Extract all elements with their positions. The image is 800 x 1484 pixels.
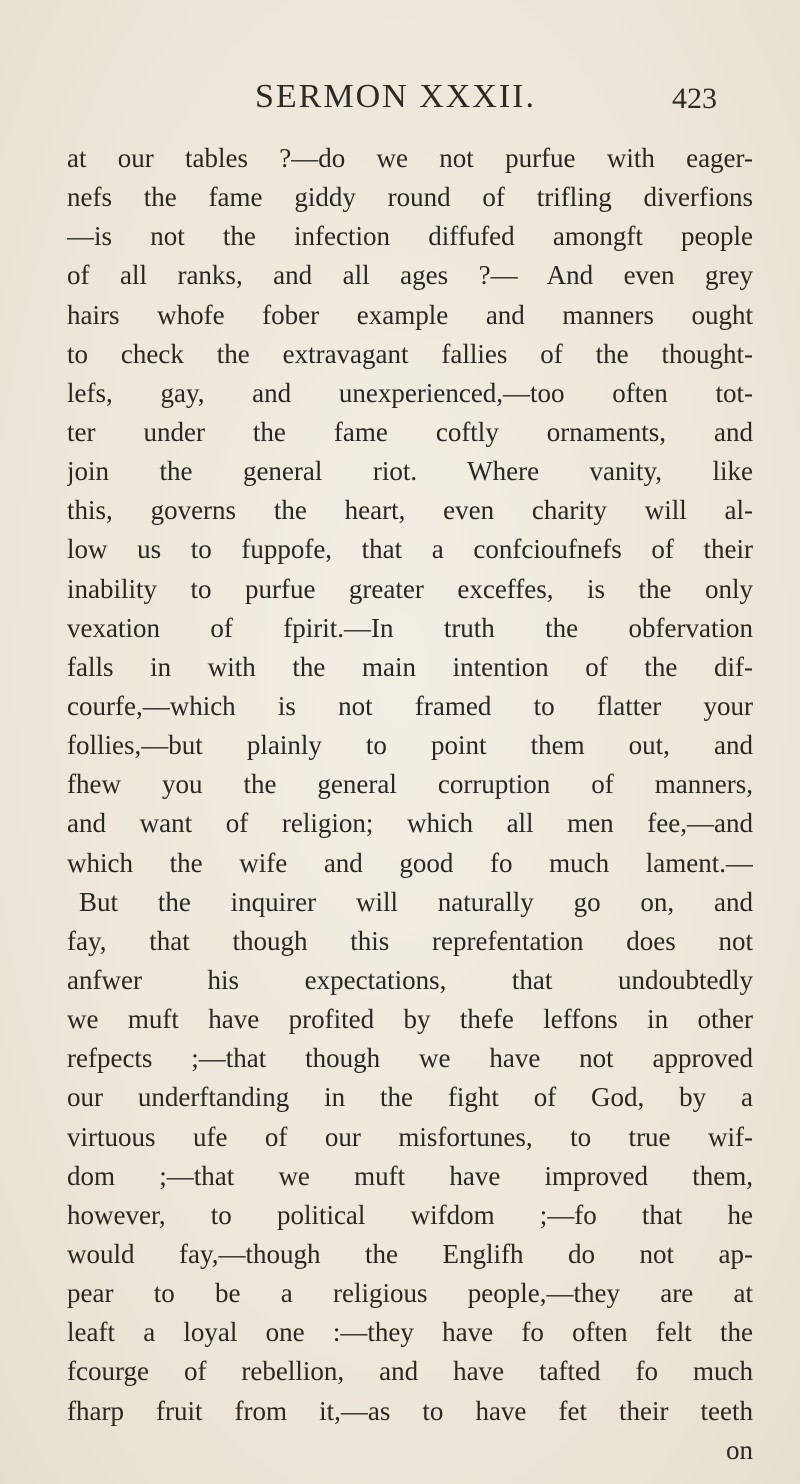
text-line: our underftanding in the fight of God, by a [67, 1082, 753, 1113]
text-line-paragraph-start: But the inquirer will naturally go on, and [79, 886, 753, 917]
text-line: inability to purfue greater exceffes, is the only [67, 573, 753, 604]
text-line: would fay,—though the Englifh do not ap- [67, 1238, 753, 1269]
text-line: fcourge of rebellion, and have tafted fo much [67, 1356, 753, 1387]
text-line: —is not the infection diffufed amongft people [67, 221, 753, 252]
text-line: low us to fuppofe, that a confcioufnefs of their [67, 534, 753, 565]
text-line: join the general riot. Where vanity, like [67, 456, 753, 487]
text-line: courfe,—which is not framed to flatter your [67, 690, 753, 721]
text-line: of all ranks, and all ages ?— And even grey [67, 260, 753, 291]
text-line: to check the extravagant fallies of the thought- [67, 338, 753, 369]
text-line: at our tables ?—do we not purfue with eager- [67, 143, 753, 173]
running-title: SERMON XXXII. [255, 78, 536, 115]
text-line: lefs, gay, and unexperienced,—too often tot- [67, 377, 753, 408]
running-head [0, 78, 800, 126]
text-line: pear to be a religious people,—they are at [67, 1278, 753, 1309]
text-line: anfwer his expectations, that undoubtedly [67, 964, 753, 995]
text-line: falls in with the main intention of the dif- [67, 651, 753, 682]
text-line: this, governs the heart, even charity will al- [67, 495, 753, 526]
text-line: nefs the fame giddy round of trifling diverfions [67, 182, 753, 213]
text-line: hairs whofe fober example and manners ought [67, 299, 753, 330]
text-line: follies,—but plainly to point them out, and [67, 730, 753, 761]
text-line: ter under the fame coftly ornaments, and [67, 416, 753, 447]
text-line: however, to political wifdom ;—fo that he [67, 1199, 753, 1230]
text-line: fharp fruit from it,—as to have fet their teeth [67, 1395, 753, 1426]
text-line: vexation of fpirit.—In truth the obfervation [67, 612, 753, 643]
text-line: fay, that though this reprefentation does not [67, 925, 753, 956]
text-line: virtuous ufe of our misfortunes, to true wif- [67, 1121, 753, 1152]
text-line: refpects ;—that though we have not approved [67, 1043, 753, 1074]
text-line: which the wife and good fo much lament.— [67, 847, 753, 878]
text-line: we muft have profited by thefe leffons in other [67, 1004, 753, 1035]
catchword: on [726, 1434, 753, 1465]
text-line: leaft a loyal one :—they have fo often felt the [67, 1317, 753, 1348]
text-line: fhew you the general corruption of manners, [67, 769, 753, 800]
text-line: dom ;—that we muft have improved them, [67, 1160, 753, 1191]
sermon-text [67, 139, 753, 1470]
text-line: and want of religion; which all men fee,—and [67, 808, 753, 839]
page-number: 423 [672, 82, 717, 115]
